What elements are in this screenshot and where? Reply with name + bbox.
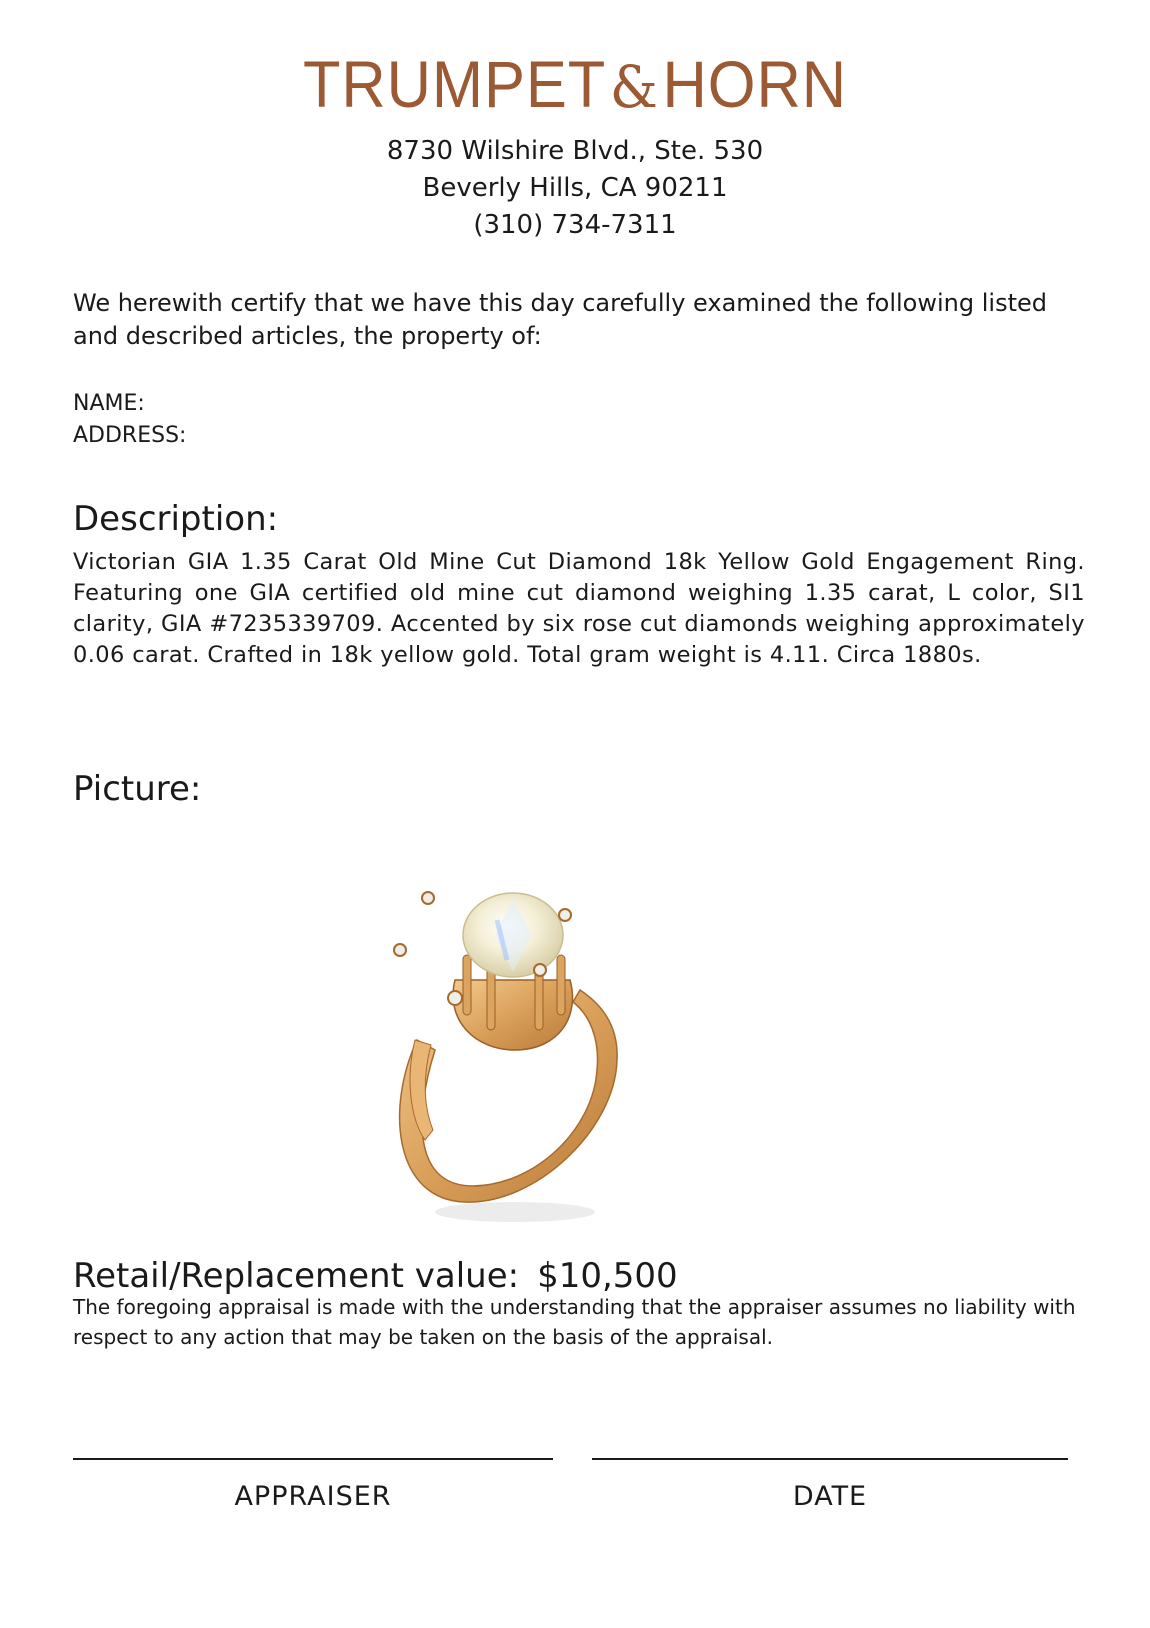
appraiser-label: APPRAISER xyxy=(234,1481,392,1512)
picture-heading: Picture: xyxy=(73,769,202,809)
brand-logo xyxy=(40,48,1110,123)
address-line-1: 8730 Wilshire Blvd., Ste. 530 xyxy=(386,136,764,166)
brand-name-left: TRUMPET xyxy=(302,47,607,121)
appraisal-disclaimer: The foregoing appraisal is made with the understanding that the appraiser assumes no liability with respect to any action that may be taken on the basis of the appraisal. xyxy=(73,1295,1076,1349)
brand-name-right: HORN xyxy=(662,47,847,121)
address-label: ADDRESS: xyxy=(73,423,187,448)
brand-ampersand: & xyxy=(609,53,659,121)
value-amount: $10,500 xyxy=(537,1256,678,1296)
appraiser-signature-line xyxy=(73,1458,553,1460)
replacement-value xyxy=(73,1256,678,1296)
value-label: Retail/Replacement value: xyxy=(73,1256,520,1296)
phone-number: (310) 734-7311 xyxy=(473,210,677,240)
ring-image xyxy=(385,890,645,1230)
store-address xyxy=(0,133,1150,244)
ring-shadow xyxy=(435,1202,595,1222)
owner-fields xyxy=(73,388,186,452)
date-label: DATE xyxy=(792,1481,868,1512)
date-signature-line xyxy=(592,1458,1068,1460)
name-label: NAME: xyxy=(73,391,145,416)
address-line-2: Beverly Hills, CA 90211 xyxy=(422,173,728,203)
description-text: Victorian GIA 1.35 Carat Old Mine Cut Diamond 18k Yellow Gold Engagement Ring. Featuring one GIA certified old mine cut diamond weighing 1.35 carat, L color, SI1 clarity, GIA #7235339709. Accented by six rose cut diamonds weighing approximately 0.06 carat. Crafted in 18k yellow gold. Total gram weight is 4.11. Circa 1880s. xyxy=(73,549,1085,668)
certification-statement: We herewith certify that we have this day carefully examined the following listed and described articles, the property of: xyxy=(73,289,1047,350)
description-heading: Description: xyxy=(73,499,279,539)
